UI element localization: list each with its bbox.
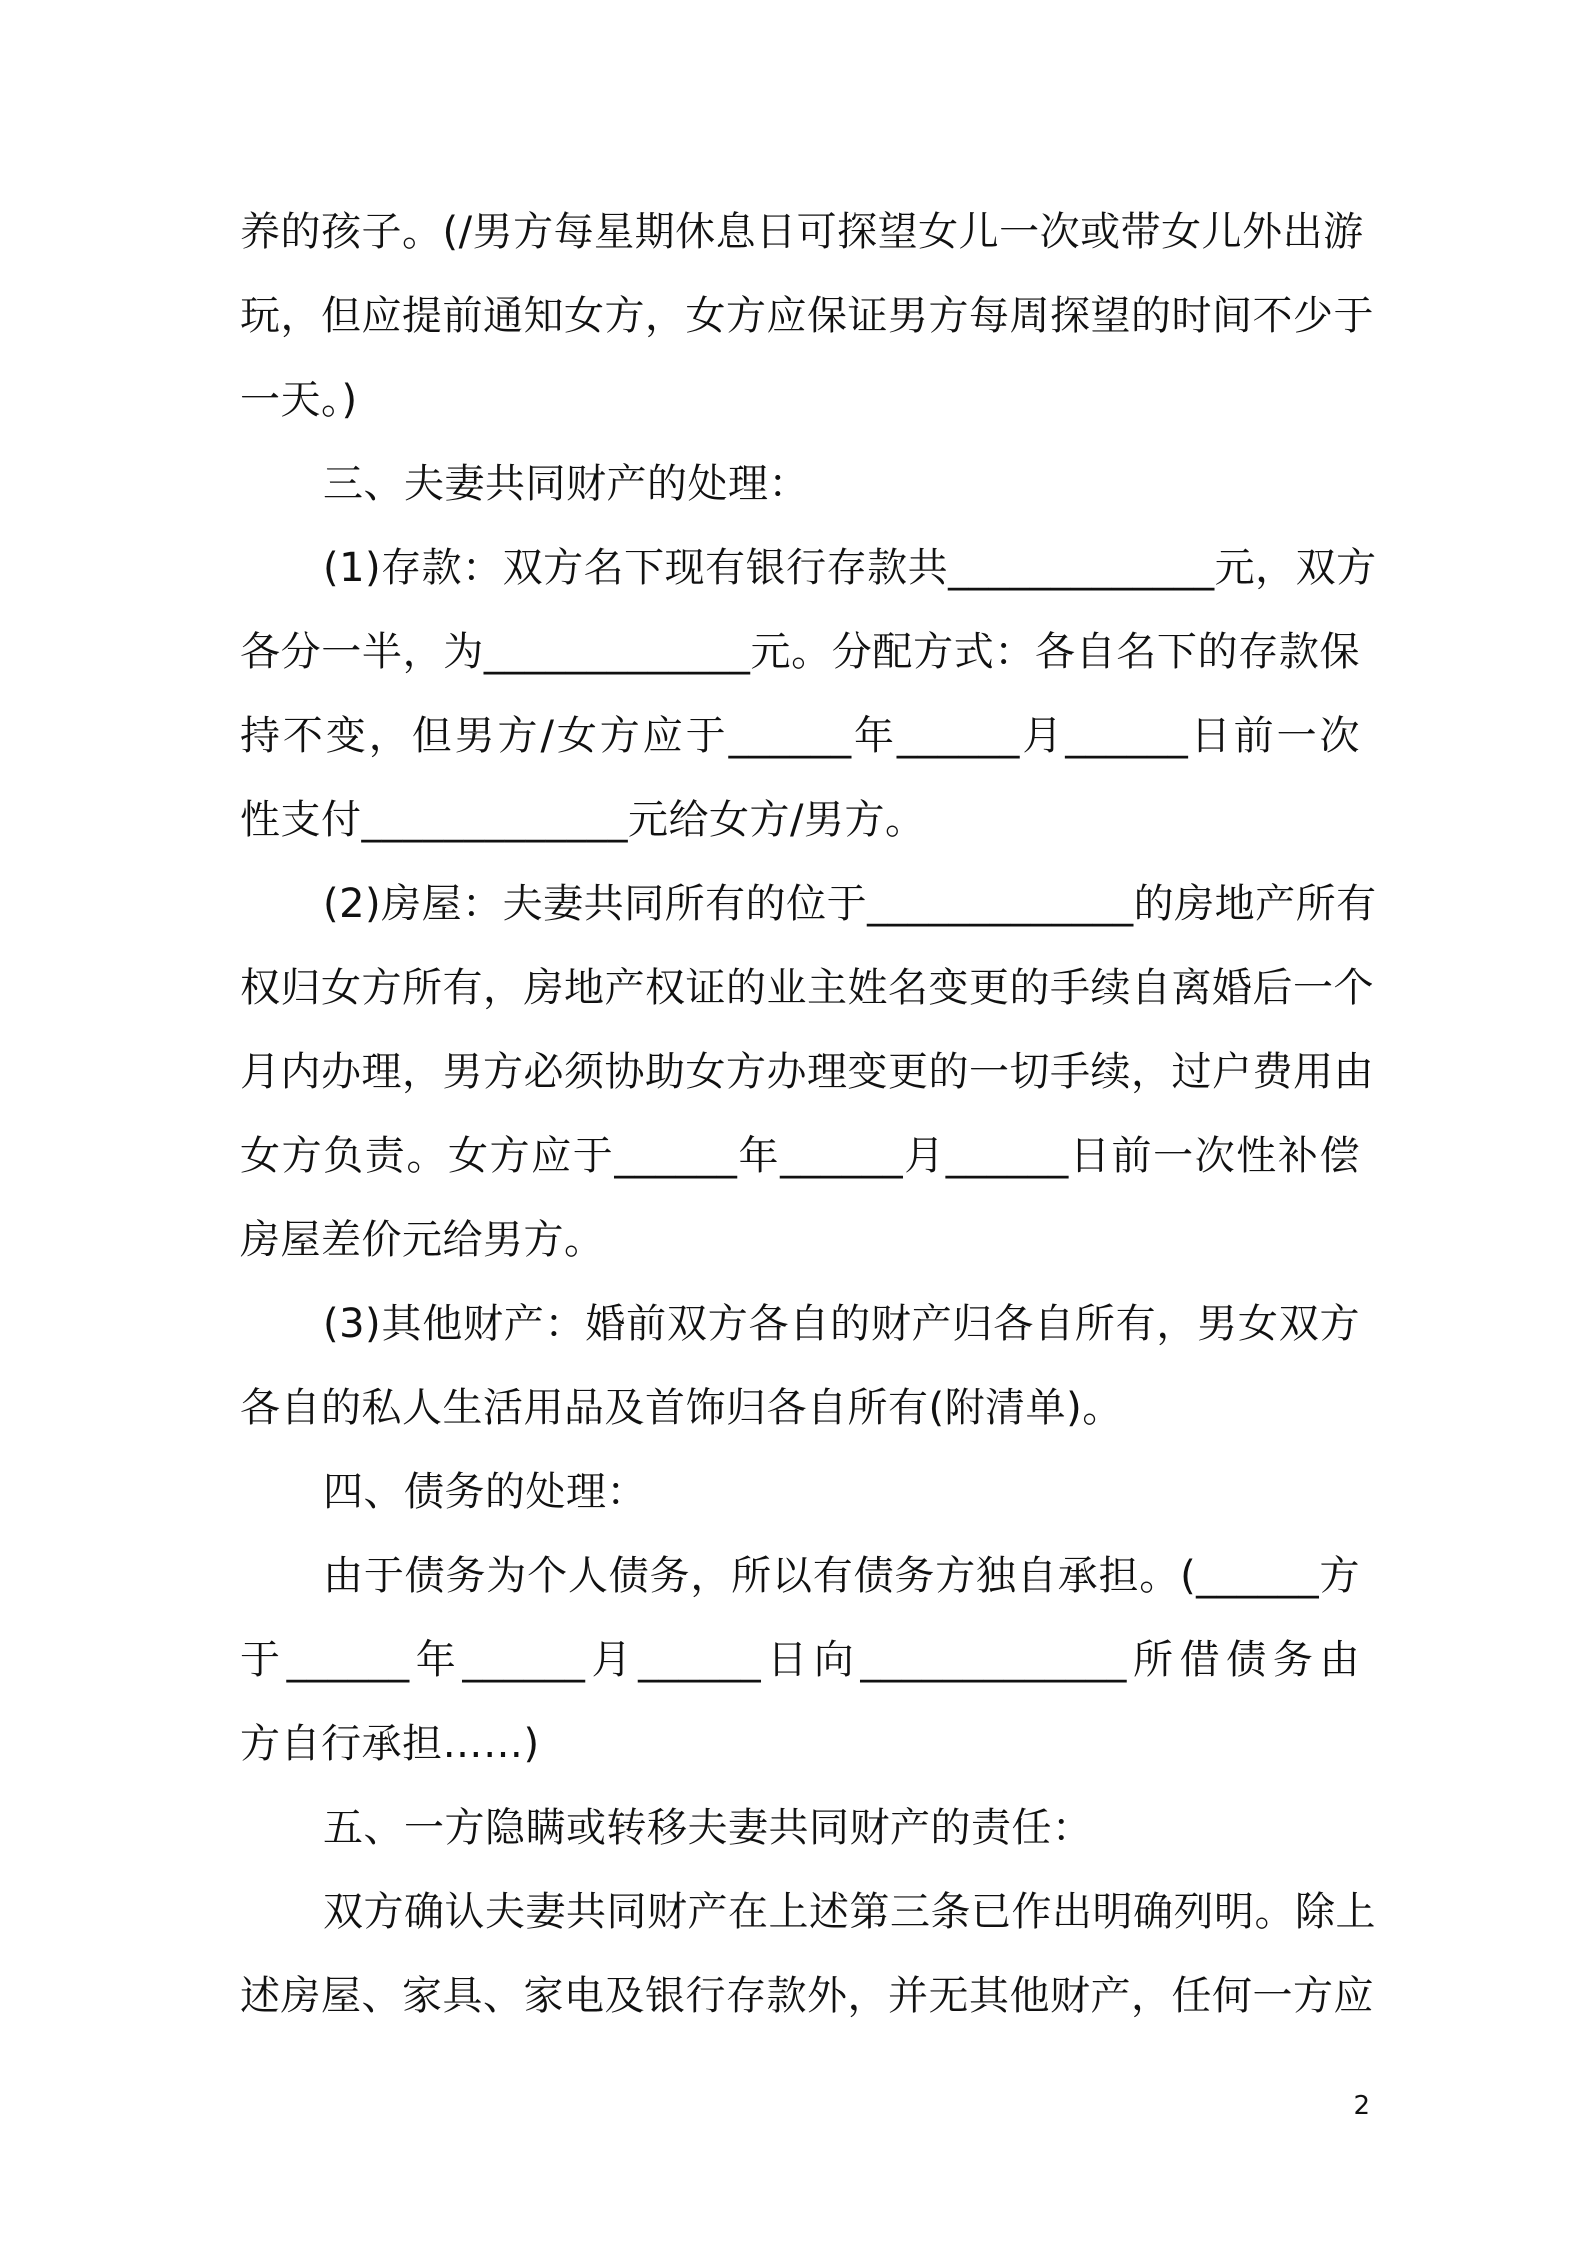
text-line-13: 房屋差价元给男方。 <box>240 1217 605 1263</box>
text-line-1: 养的孩子。(/男方每星期休息日可探望女儿一次或带女儿外出游 <box>240 209 1364 255</box>
text-line-5: (1)存款：双方名下现有银行存款共_____________元，双方 <box>323 545 1377 591</box>
text-line-7: 持不变，但男方/女方应于______年______月______日前一次 <box>240 713 1360 759</box>
text-line-19: 方自行承担……) <box>240 1721 540 1767</box>
text-line-11: 月内办理，男方必须协助女方办理变更的一切手续，过户费用由 <box>240 1049 1374 1095</box>
text-line-12: 女方负责。女方应于______年______月______日前一次性补偿 <box>240 1133 1360 1179</box>
text-line-15: 各自的私人生活用品及首饰归各自所有(附清单)。 <box>240 1385 1123 1431</box>
text-line-6: 各分一半，为_____________元。分配方式：各自名下的存款保 <box>240 629 1360 675</box>
text-line-17: 由于债务为个人债务，所以有债务方独自承担。(______方 <box>323 1553 1360 1599</box>
text-line-2: 玩，但应提前通知女方，女方应保证男方每周探望的时间不少于 <box>240 293 1374 339</box>
text-line-21: 双方确认夫妻共同财产在上述第三条已作出明确列明。除上 <box>323 1889 1376 1935</box>
text-line-22: 述房屋、家具、家电及银行存款外，并无其他财产，任何一方应 <box>240 1973 1374 2019</box>
text-line-10: 权归女方所有，房地产权证的业主姓名变更的手续自离婚后一个 <box>240 965 1374 1011</box>
text-line-3: 一天。) <box>240 377 358 423</box>
page-number: 2 <box>1353 2091 1370 2121</box>
text-line-18: 于______年______月______日向_____________所借债务由 <box>240 1637 1360 1683</box>
text-line-8: 性支付_____________元给女方/男方。 <box>240 797 926 843</box>
text-line-9: (2)房屋：夫妻共同所有的位于_____________的房地产所有 <box>323 881 1377 927</box>
section-heading-4: 四、债务的处理： <box>323 1469 647 1515</box>
section-heading-3: 三、夫妻共同财产的处理： <box>323 461 809 507</box>
section-heading-5: 五、一方隐瞒或转移夫妻共同财产的责任： <box>323 1805 1093 1851</box>
text-line-14: (3)其他财产：婚前双方各自的财产归各自所有，男女双方 <box>323 1301 1360 1347</box>
